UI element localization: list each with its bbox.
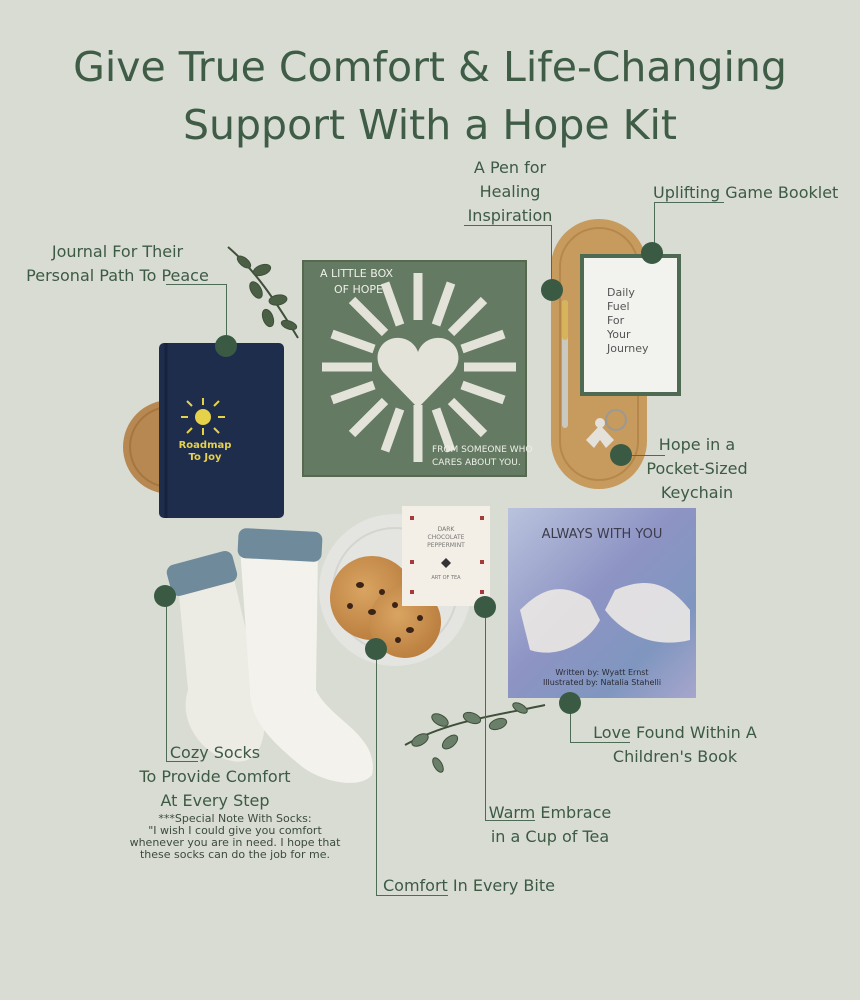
journal-label — [10, 240, 225, 288]
box-top-line: OF HOPE — [334, 283, 383, 296]
socks-leader-v — [166, 596, 167, 761]
cookie-leader-v — [376, 649, 377, 895]
label-line: Children's Book — [612, 747, 738, 766]
tea-leader-v — [485, 607, 486, 820]
box-top-text — [320, 266, 393, 298]
label-line: Cozy Socks — [169, 743, 261, 762]
note-line: ***Special Note With Socks: — [158, 812, 312, 825]
label-line: Keychain — [660, 483, 734, 502]
label-line: Love Found Within A — [593, 723, 757, 742]
socks-label — [120, 741, 310, 813]
label-line: Hope in a — [658, 435, 736, 454]
book-credit-line: Illustrated by: Natalia Stahelli — [542, 678, 662, 687]
journal-title-line: Roadmap — [178, 440, 232, 451]
label-line: Healing — [479, 182, 541, 201]
booklet-text — [607, 286, 649, 356]
tea-marker — [474, 596, 496, 618]
tea-flavor — [412, 526, 480, 550]
book-credit-line: Written by: Wyatt Ernst — [555, 668, 649, 677]
label-line: Personal Path To Peace — [26, 266, 209, 285]
label-line: Journal For Their — [51, 242, 184, 261]
pen-marker — [541, 279, 563, 301]
tea-flavor-line: DARK — [437, 526, 455, 533]
booklet-line: Fuel — [607, 300, 630, 313]
tea-packet — [402, 506, 490, 606]
pen-label — [455, 156, 565, 228]
tea-label — [480, 801, 620, 849]
note-line: whenever you are in need. I hope that — [129, 836, 341, 849]
cookie-marker — [365, 638, 387, 660]
game-label: Uplifting Game Booklet — [653, 183, 839, 202]
booklet-line: For — [607, 314, 625, 327]
tea-flavor-line: PEPPERMINT — [427, 542, 465, 549]
book-marker — [559, 692, 581, 714]
box-bottom-text — [432, 444, 533, 470]
book-title: ALWAYS WITH YOU — [541, 527, 663, 542]
keychain-label — [632, 433, 762, 505]
socks-special-note — [100, 813, 370, 861]
note-line: these socks can do the job for me. — [139, 848, 331, 861]
title-line-1: Give True Comfort & Life-Changing — [73, 43, 787, 91]
label-line: Pocket-Sized — [646, 459, 748, 478]
eucalyptus-sprig-top-icon — [228, 247, 298, 338]
box-top-line: A LITTLE BOX — [320, 267, 394, 280]
booklet-line: Journey — [607, 342, 649, 355]
journal-marker — [215, 335, 237, 357]
label-line: At Every Step — [160, 791, 270, 810]
box-bottom-line: CARES ABOUT YOU. — [432, 458, 521, 468]
label-line: Warm Embrace — [488, 803, 612, 822]
note-line: "I wish I could give you comfort — [148, 824, 322, 837]
eucalyptus-sprig-bottom-icon — [405, 701, 545, 774]
cookie-label: Comfort In Every Bite — [383, 876, 555, 895]
box-bottom-line: FROM SOMEONE WHO — [432, 445, 533, 455]
game-marker — [641, 242, 663, 264]
socks-marker — [154, 585, 176, 607]
title-line-2: Support With a Hope Kit — [183, 101, 677, 149]
journal — [159, 343, 284, 518]
label-line: To Provide Comfort — [139, 767, 291, 786]
journal-title-line: To Joy — [188, 452, 222, 463]
book-credits — [508, 668, 696, 688]
booklet-line: Your — [607, 328, 631, 341]
keychain-marker — [610, 444, 632, 466]
journal-title — [170, 440, 240, 464]
label-line: in a Cup of Tea — [490, 827, 610, 846]
booklet-line: Daily — [607, 286, 635, 299]
tea-brand: ART OF TEA — [431, 575, 461, 581]
label-line: Inspiration — [467, 206, 553, 225]
tea-flavor-line: CHOCOLATE — [427, 534, 465, 541]
book-label — [580, 721, 770, 769]
label-line: A Pen for — [473, 158, 547, 177]
